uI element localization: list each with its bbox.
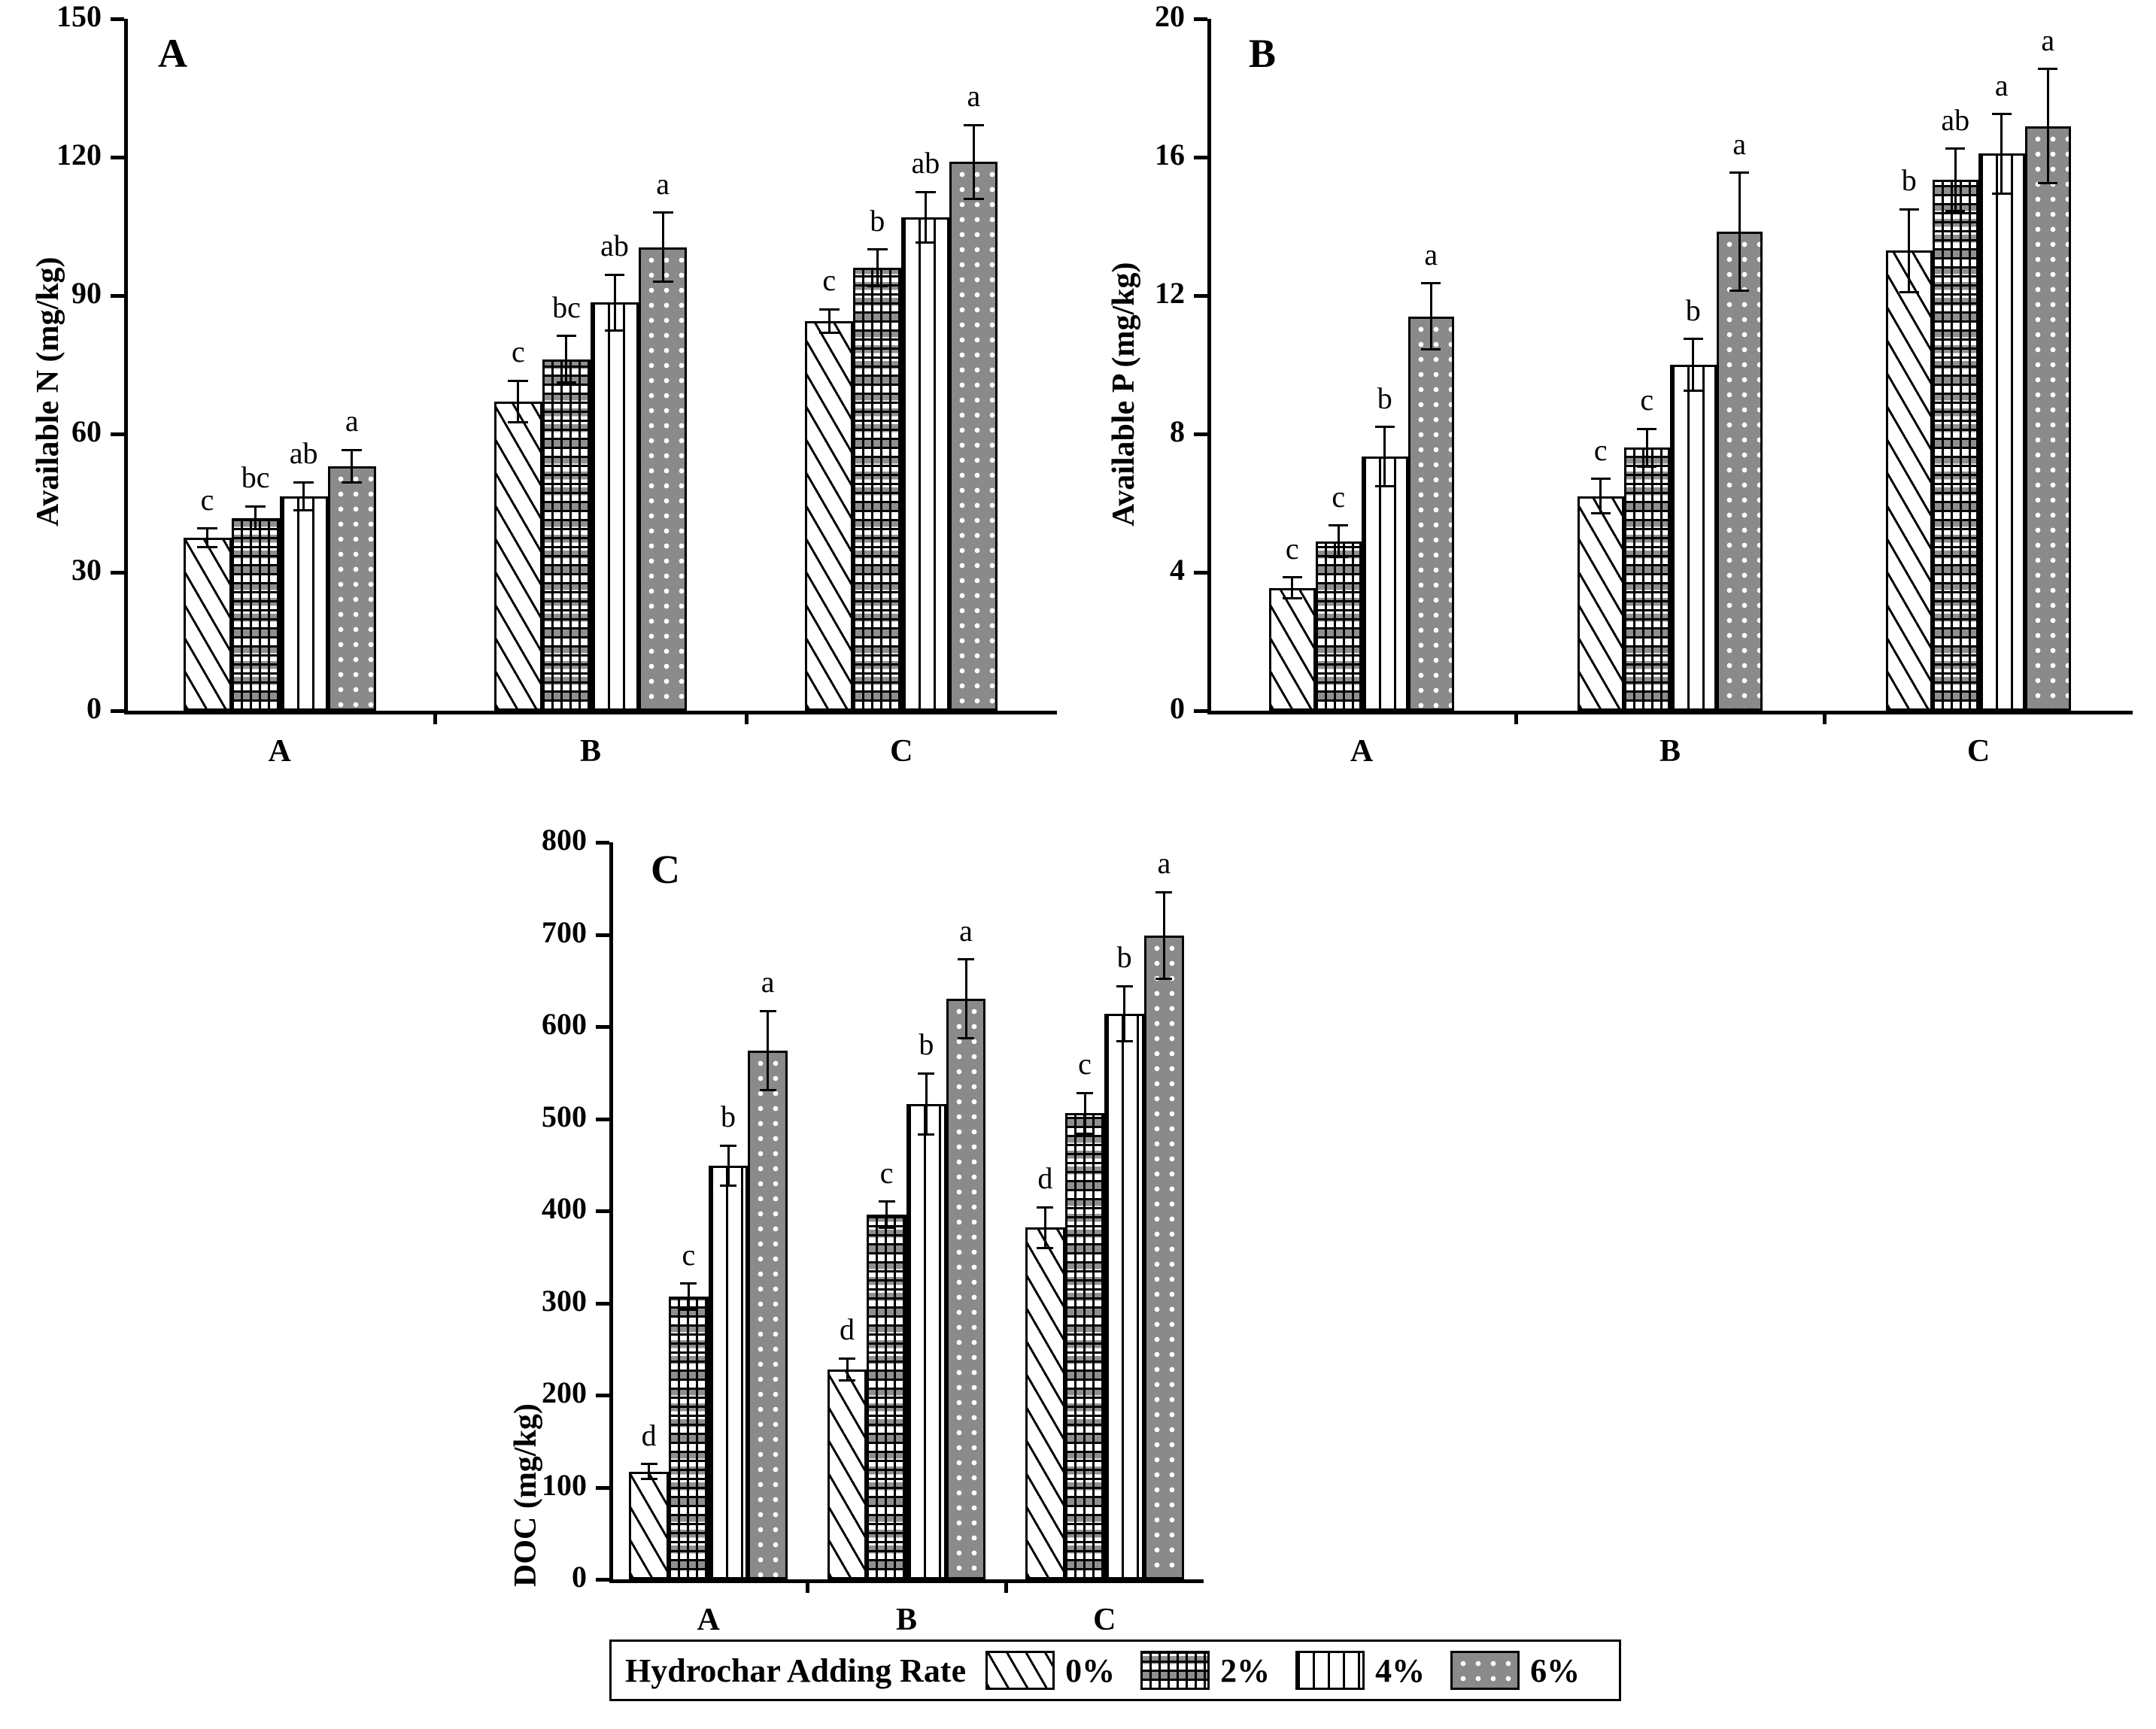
y-tick-label: 100 xyxy=(542,1467,587,1502)
error-bar xyxy=(1430,284,1432,349)
error-bar-cap xyxy=(918,1072,934,1075)
x-tick xyxy=(433,711,437,724)
significance-label: a xyxy=(656,166,670,201)
error-bar xyxy=(767,1011,769,1090)
significance-label: b xyxy=(870,203,885,238)
panel-c-plot xyxy=(542,823,1204,1637)
error-bar-cap xyxy=(557,381,577,384)
x-tick-label: A xyxy=(697,1603,720,1637)
y-tick-label: 300 xyxy=(542,1283,587,1318)
x-tick-label: A xyxy=(1350,734,1374,769)
significance-label: c xyxy=(1593,432,1608,467)
error-bar-cap xyxy=(1329,556,1348,558)
y-tick-label: 200 xyxy=(542,1376,587,1409)
x-axis xyxy=(609,1579,1204,1583)
bar xyxy=(901,217,949,711)
error-bar xyxy=(876,250,879,287)
y-tick xyxy=(1194,294,1207,298)
y-tick xyxy=(111,432,124,436)
x-tick xyxy=(745,711,749,724)
error-bar xyxy=(2047,69,2049,184)
legend-label-6: 6% xyxy=(1530,1652,1581,1689)
error-bar xyxy=(254,506,257,529)
error-bar-cap xyxy=(508,421,528,423)
y-tick-label: 16 xyxy=(1155,138,1185,171)
error-bar-cap xyxy=(1899,208,1919,211)
bar xyxy=(639,247,687,711)
error-bar-cap xyxy=(1076,1092,1093,1094)
bar xyxy=(1362,457,1408,711)
bar xyxy=(2025,126,2072,711)
x-tick-label: C xyxy=(890,734,913,769)
significance-label: b xyxy=(721,1100,736,1134)
error-bar-cap xyxy=(245,528,266,530)
y-tick-label: 700 xyxy=(542,915,587,949)
error-bar-cap xyxy=(1684,390,1703,392)
bar xyxy=(709,1166,749,1579)
y-tick xyxy=(111,156,124,159)
error-bar-cap xyxy=(2038,182,2057,184)
error-bar xyxy=(1599,479,1602,514)
error-bar-cap xyxy=(1591,478,1611,480)
error-bar-cap xyxy=(879,1200,895,1203)
error-bar xyxy=(648,1464,650,1479)
error-bar xyxy=(614,275,616,330)
error-bar xyxy=(517,381,519,422)
significance-label: a xyxy=(2041,23,2055,57)
bar xyxy=(629,1472,669,1579)
x-tick xyxy=(1514,711,1518,724)
panel-a xyxy=(0,0,1076,812)
error-bar-cap xyxy=(819,332,840,334)
error-bar-cap xyxy=(958,958,974,960)
bar xyxy=(805,321,853,711)
panel-a-plot xyxy=(56,0,1057,769)
y-tick-label: 90 xyxy=(71,276,102,310)
significance-label: b xyxy=(1116,940,1132,975)
bar xyxy=(906,1104,946,1579)
legend-swatch-6 xyxy=(1450,1651,1520,1690)
panel-b-ylabel: Available P (mg/kg) xyxy=(1107,262,1141,526)
error-bar-cap xyxy=(760,1089,776,1091)
significance-label: c xyxy=(1640,383,1654,417)
significance-label: c xyxy=(879,1155,894,1190)
error-bar-cap xyxy=(197,546,217,548)
error-bar-cap xyxy=(1155,978,1172,980)
error-bar-cap xyxy=(1591,512,1611,514)
error-bar-cap xyxy=(1329,524,1348,526)
error-bar xyxy=(1163,892,1165,978)
error-bar-cap xyxy=(1076,1133,1093,1135)
y-tick-label: 12 xyxy=(1155,276,1185,310)
error-bar-cap xyxy=(1116,985,1133,987)
significance-label: b xyxy=(919,1027,934,1062)
error-bar-cap xyxy=(916,241,936,244)
significance-label: d xyxy=(641,1418,657,1452)
y-tick xyxy=(111,294,124,298)
significance-label: bc xyxy=(552,290,581,324)
bar xyxy=(1144,936,1184,1579)
x-tick-label: B xyxy=(895,1603,917,1637)
y-tick xyxy=(111,17,124,21)
error-bar xyxy=(351,450,353,482)
bar xyxy=(591,302,639,711)
error-bar xyxy=(727,1145,730,1186)
significance-label: ab xyxy=(911,146,940,180)
y-tick-label: 500 xyxy=(542,1099,587,1133)
significance-label: c xyxy=(512,335,525,369)
error-bar-cap xyxy=(1945,210,1965,212)
x-axis xyxy=(124,711,1057,714)
significance-label: a xyxy=(1994,68,2009,102)
y-tick xyxy=(111,709,124,713)
significance-label: c xyxy=(822,263,837,298)
legend-label-2: 2% xyxy=(1220,1652,1271,1689)
bar xyxy=(328,466,376,711)
significance-label: c xyxy=(1285,531,1299,566)
error-bar-cap xyxy=(1283,576,1302,578)
error-bar xyxy=(565,336,567,382)
significance-label: ab xyxy=(1941,102,1970,137)
significance-label: ab xyxy=(600,229,629,263)
legend-label-0: 0% xyxy=(1065,1652,1116,1689)
error-bar-cap xyxy=(293,481,314,484)
x-tick-label: B xyxy=(1659,734,1681,769)
y-tick-label: 0 xyxy=(1170,691,1185,725)
error-bar xyxy=(1738,173,1741,290)
x-tick-label: C xyxy=(1093,1603,1116,1637)
error-bar-cap xyxy=(1992,193,2012,195)
y-tick xyxy=(596,933,609,937)
y-tick-label: 30 xyxy=(71,553,102,587)
panel-a-ylabel: Available N (mg/kg) xyxy=(31,256,65,526)
error-bar xyxy=(1338,526,1340,557)
bar xyxy=(853,268,901,711)
legend-label-4: 4% xyxy=(1375,1652,1426,1689)
bar xyxy=(949,162,998,711)
bar xyxy=(867,1215,906,1579)
y-axis xyxy=(1207,19,1211,711)
bar xyxy=(494,402,542,711)
error-bar-cap xyxy=(1375,485,1395,487)
error-bar-cap xyxy=(245,505,266,508)
y-tick xyxy=(596,1209,609,1213)
significance-label: ab xyxy=(289,436,318,471)
bar xyxy=(1886,250,1933,711)
legend-swatch-0 xyxy=(985,1651,1055,1690)
y-tick-label: 20 xyxy=(1155,0,1185,33)
y-tick-label: 800 xyxy=(542,823,587,857)
error-bar xyxy=(1044,1207,1046,1248)
x-tick xyxy=(806,1579,809,1593)
significance-label: a xyxy=(959,913,973,948)
error-bar-cap xyxy=(1637,466,1656,468)
error-bar xyxy=(925,1073,928,1134)
bar xyxy=(1578,496,1624,711)
bar xyxy=(1624,447,1671,711)
y-tick-label: 4 xyxy=(1170,553,1185,587)
y-tick xyxy=(1194,156,1207,159)
y-tick-label: 150 xyxy=(56,0,102,33)
y-tick-label: 400 xyxy=(542,1191,587,1225)
error-bar-cap xyxy=(760,1010,776,1012)
y-tick-label: 0 xyxy=(572,1560,587,1594)
error-bar xyxy=(973,125,975,199)
error-bar-cap xyxy=(1155,891,1172,893)
y-tick-label: 0 xyxy=(87,691,102,725)
significance-label: a xyxy=(761,965,775,999)
error-bar-cap xyxy=(1116,1040,1133,1042)
error-bar-cap xyxy=(1637,428,1656,430)
error-bar xyxy=(1692,339,1694,391)
error-bar-cap xyxy=(2038,68,2057,70)
error-bar-cap xyxy=(958,1037,974,1039)
panel-c-ylabel: DOC (mg/kg) xyxy=(509,1403,543,1587)
error-bar-cap xyxy=(1421,348,1441,350)
significance-label: c xyxy=(1078,1047,1092,1081)
error-bar-cap xyxy=(653,281,673,283)
y-tick xyxy=(596,841,609,845)
y-tick xyxy=(596,1025,609,1029)
error-bar xyxy=(688,1284,690,1309)
error-bar-cap xyxy=(1945,147,1965,150)
error-bar-cap xyxy=(342,481,362,484)
x-tick xyxy=(1823,711,1827,724)
bar xyxy=(1933,180,1979,711)
error-bar-cap xyxy=(1729,171,1749,174)
y-tick xyxy=(596,1486,609,1490)
x-axis xyxy=(1207,711,2133,714)
error-bar-cap xyxy=(867,285,888,287)
y-tick xyxy=(1194,432,1207,436)
error-bar-cap xyxy=(916,191,936,193)
error-bar xyxy=(1291,578,1293,599)
error-bar xyxy=(206,529,208,548)
x-tick xyxy=(1004,1579,1008,1593)
error-bar xyxy=(2000,114,2003,194)
y-tick xyxy=(596,1394,609,1397)
error-bar-cap xyxy=(680,1282,697,1285)
error-bar-cap xyxy=(1684,338,1703,340)
legend-swatch-2 xyxy=(1140,1651,1210,1690)
error-bar-cap xyxy=(293,509,314,511)
y-tick-label: 8 xyxy=(1170,414,1185,448)
error-bar-cap xyxy=(197,527,217,529)
error-bar-cap xyxy=(557,335,577,337)
error-bar-cap xyxy=(918,1133,934,1136)
error-bar-cap xyxy=(964,124,984,126)
significance-label: b xyxy=(1377,381,1392,415)
bar xyxy=(1717,232,1763,711)
error-bar xyxy=(1908,209,1910,292)
error-bar-cap xyxy=(342,449,362,451)
y-tick xyxy=(1194,571,1207,575)
error-bar-cap xyxy=(720,1145,736,1147)
significance-label: d xyxy=(840,1312,855,1346)
error-bar xyxy=(925,192,927,242)
error-bar xyxy=(302,482,305,510)
error-bar xyxy=(1383,427,1386,486)
panel-b-plot xyxy=(1155,0,2133,769)
error-bar-cap xyxy=(1037,1206,1053,1209)
error-bar-cap xyxy=(1992,113,2012,115)
error-bar xyxy=(1123,986,1125,1042)
x-tick-label: C xyxy=(1966,734,1991,769)
x-tick-label: B xyxy=(579,734,601,769)
y-tick xyxy=(111,571,124,575)
error-bar-cap xyxy=(819,308,840,311)
error-bar-cap xyxy=(641,1463,657,1465)
error-bar xyxy=(1646,429,1648,467)
y-tick-label: 600 xyxy=(542,1007,587,1041)
x-tick-label: A xyxy=(268,734,291,769)
y-tick-label: 60 xyxy=(71,414,102,448)
y-tick-label: 120 xyxy=(56,138,102,171)
legend-title: Hydrochar Adding Rate xyxy=(625,1652,967,1689)
error-bar-cap xyxy=(867,248,888,250)
error-bar xyxy=(1084,1093,1086,1133)
significance-label: bc xyxy=(241,460,270,495)
significance-label: a xyxy=(345,404,359,438)
error-bar xyxy=(662,213,664,282)
significance-label: b xyxy=(1901,163,1917,197)
error-bar-cap xyxy=(1037,1247,1053,1249)
bar xyxy=(1408,317,1455,711)
error-bar-cap xyxy=(879,1227,895,1229)
y-tick xyxy=(1194,709,1207,713)
error-bar xyxy=(1954,149,1957,211)
legend-swatch-4 xyxy=(1295,1651,1365,1690)
panel-a-letter: A xyxy=(158,31,187,76)
error-bar-cap xyxy=(653,211,673,214)
legend xyxy=(609,1640,1621,1701)
significance-label: a xyxy=(1424,237,1438,271)
y-axis xyxy=(124,19,128,711)
significance-label: c xyxy=(682,1237,696,1272)
y-tick xyxy=(596,1578,609,1582)
bar xyxy=(1065,1113,1105,1579)
panel-c-letter: C xyxy=(651,847,680,892)
error-bar-cap xyxy=(605,274,625,276)
error-bar xyxy=(828,309,831,332)
panel-b xyxy=(1076,0,2156,812)
panel-c xyxy=(391,823,1565,1640)
error-bar-cap xyxy=(720,1185,736,1187)
error-bar-cap xyxy=(680,1309,697,1311)
error-bar-cap xyxy=(1899,291,1919,293)
y-axis xyxy=(609,842,613,1579)
bar xyxy=(1025,1227,1065,1579)
significance-label: c xyxy=(1332,479,1346,514)
error-bar-cap xyxy=(605,329,625,332)
bar xyxy=(280,496,328,711)
error-bar-cap xyxy=(1421,282,1441,284)
bar xyxy=(1104,1014,1144,1579)
error-bar xyxy=(846,1358,849,1380)
bar xyxy=(1670,365,1717,711)
error-bar-cap xyxy=(508,380,528,382)
significance-label: a xyxy=(967,79,981,114)
y-tick xyxy=(596,1302,609,1306)
panel-b-letter: B xyxy=(1249,31,1277,76)
error-bar-cap xyxy=(1283,597,1302,599)
error-bar-cap xyxy=(839,1357,855,1360)
significance-label: c xyxy=(200,482,214,517)
error-bar-cap xyxy=(1729,290,1749,292)
bar xyxy=(184,538,232,711)
bar xyxy=(827,1370,867,1579)
bar xyxy=(542,359,591,711)
bar xyxy=(1978,153,2025,711)
bar xyxy=(1316,541,1362,711)
error-bar xyxy=(885,1202,888,1227)
bar xyxy=(669,1297,709,1579)
error-bar-cap xyxy=(1375,426,1395,428)
error-bar-cap xyxy=(964,198,984,200)
y-tick xyxy=(1194,17,1207,21)
significance-label: b xyxy=(1685,293,1701,327)
error-bar-cap xyxy=(641,1478,657,1480)
error-bar-cap xyxy=(839,1379,855,1382)
error-bar xyxy=(965,960,967,1039)
y-tick xyxy=(596,1118,609,1121)
bar xyxy=(232,518,280,711)
bar xyxy=(946,999,986,1579)
significance-label: d xyxy=(1037,1161,1053,1196)
bar xyxy=(748,1051,788,1579)
significance-label: a xyxy=(1157,846,1171,881)
significance-label: a xyxy=(1732,126,1747,161)
bar xyxy=(1269,588,1316,711)
